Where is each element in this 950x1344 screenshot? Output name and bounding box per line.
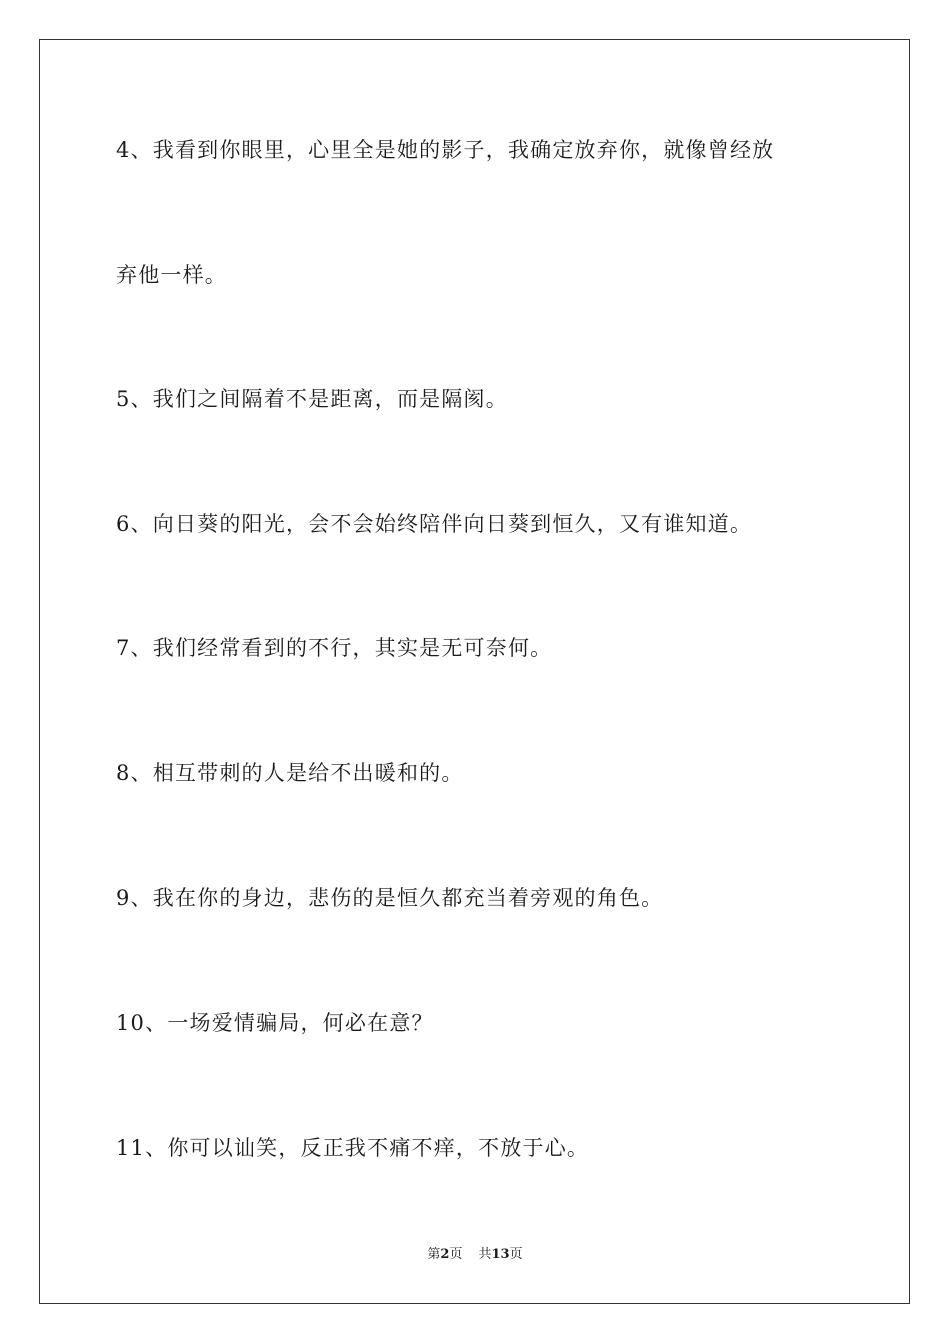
paragraph-5: 5、我们之间隔着不是距离，而是隔阂。	[116, 387, 508, 411]
footer-total-prefix: 共	[478, 1247, 492, 1262]
paragraph-10: 10、一场爱情骗局，何必在意？	[116, 1011, 434, 1035]
footer-page-unit: 页	[449, 1247, 463, 1262]
footer-prefix: 第	[427, 1247, 441, 1262]
paragraph-4-line-2: 弃他一样。	[116, 263, 227, 287]
paragraph-6: 6、向日葵的阳光，会不会始终陪伴向日葵到恒久，又有谁知道。	[116, 512, 753, 536]
paragraph-7: 7、我们经常看到的不行，其实是无可奈何。	[116, 636, 553, 660]
footer-total-unit: 页	[509, 1247, 523, 1262]
paragraph-8: 8、相互带刺的人是给不出暖和的。	[116, 761, 464, 785]
current-page-number: 2	[440, 1247, 450, 1262]
page-border	[39, 39, 910, 1304]
paragraph-11: 11、你可以讪笑，反正我不痛不痒，不放于心。	[116, 1136, 590, 1160]
total-page-count: 13	[491, 1247, 510, 1262]
paragraph-4-line-1: 4、我看到你眼里，心里全是她的影子，我确定放弃你，就像曾经放	[116, 138, 775, 162]
page-footer	[0, 1246, 950, 1264]
paragraph-9: 9、我在你的身边，悲伤的是恒久都充当着旁观的角色。	[116, 886, 664, 910]
